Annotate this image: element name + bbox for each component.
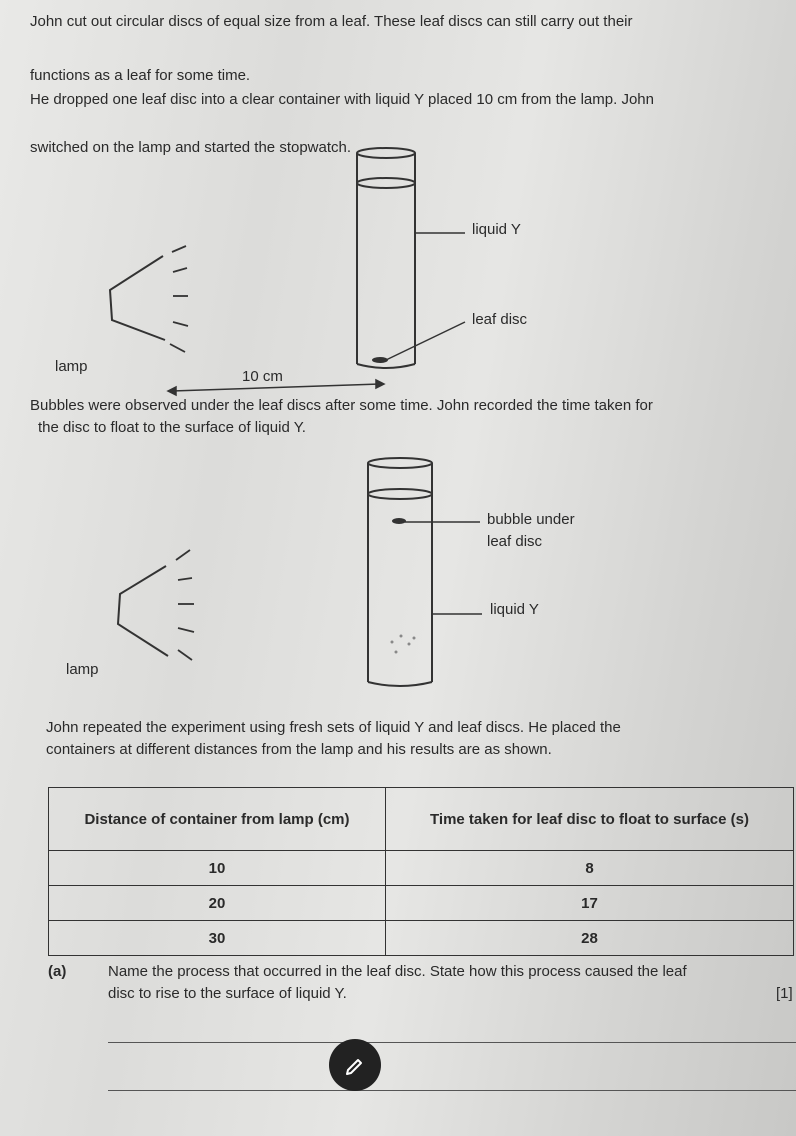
annotate-button[interactable]: [329, 1039, 381, 1091]
bubbles: [391, 635, 416, 654]
answer-line[interactable]: [108, 1042, 796, 1043]
label-lamp-2: lamp: [66, 661, 99, 678]
intro-line-2: functions as a leaf for some time.: [30, 67, 251, 84]
cell-distance: 20: [49, 886, 386, 921]
lamp-shade-2: [118, 566, 168, 656]
cell-time: 28: [386, 921, 794, 956]
label-lamp-1: lamp: [55, 358, 88, 375]
intro-line-1: John cut out circular discs of equal size from a leaf. These leaf discs can still carry out their: [30, 13, 633, 30]
label-distance: 10 cm: [242, 368, 283, 385]
label-liquid-y-2: liquid Y: [490, 601, 539, 618]
cell-time: 8: [386, 851, 794, 886]
answer-line[interactable]: [108, 1090, 796, 1091]
repeat-line-1: John repeated the experiment using fresh sets of liquid Y and leaf discs. He placed the: [46, 719, 621, 736]
question-a-label: (a): [48, 963, 67, 980]
header-distance: Distance of container from lamp (cm): [49, 788, 386, 851]
question-a-line-2: disc to rise to the surface of liquid Y.: [108, 985, 347, 1002]
label-leaf-disc-1: leaf disc: [472, 311, 528, 328]
table-header-row: [49, 788, 794, 851]
table-row: [49, 886, 794, 921]
repeat-line-2: containers at different distances from the lamp and his results are as shown.: [46, 741, 552, 758]
table-row: [49, 851, 794, 886]
cell-distance: 10: [49, 851, 386, 886]
cell-time: 17: [386, 886, 794, 921]
table-row: [49, 921, 794, 956]
question-a-line-1: Name the process that occurred in the leaf disc. State how this process caused the leaf: [108, 963, 687, 980]
label-bubble-2: leaf disc: [487, 533, 543, 550]
light-rays-2: [176, 550, 194, 660]
label-liquid-y-1: liquid Y: [472, 221, 521, 238]
intro-line-4: switched on the lamp and started the stopwatch.: [30, 139, 352, 156]
results-table: [48, 787, 794, 956]
intro-line-3: He dropped one leaf disc into a clear container with liquid Y placed 10 cm from the lamp. John: [30, 91, 654, 108]
leaf-disc-2: [392, 518, 406, 524]
question-a-marks: [1]: [776, 985, 793, 1002]
middle-line-1: Bubbles were observed under the leaf discs after some time. John recorded the time taken for: [30, 397, 653, 414]
middle-line-2: the disc to float to the surface of liquid Y.: [38, 419, 306, 436]
header-time: Time taken for leaf disc to float to surface (s): [386, 788, 794, 851]
pencil-icon: [343, 1053, 367, 1077]
container-2: [368, 458, 432, 686]
cell-distance: 30: [49, 921, 386, 956]
label-bubble-1: bubble under: [487, 511, 575, 528]
